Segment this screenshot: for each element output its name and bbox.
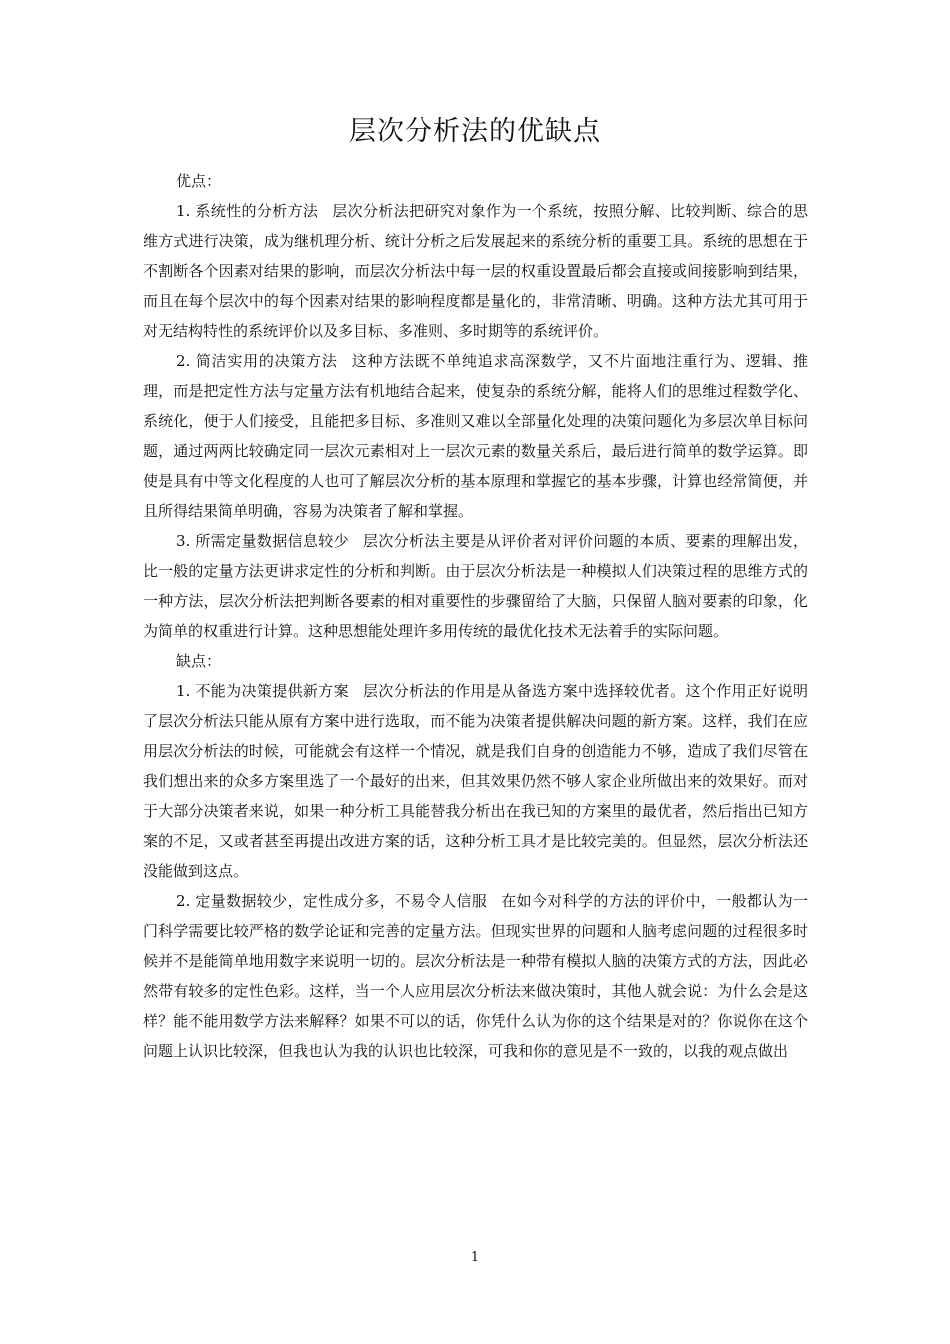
advantage-text: 层次分析法主要是从评价者对评价问题的本质、要素的理解出发，比一般的定量方法更讲求定性的分析和判断。由于层次分析法是一种模拟人们决策过程的思维方式的一种方法，层次分析法把判断各要素的相对重要性的步骤留给了大脑，只保留人脑对要素的印象，化为简单的权重进行计算。这种思想能处理许多用传统的最优化技术无法着手的实际问题。 xyxy=(143,532,808,640)
disadvantage-heading: 1. 不能为决策提供新方案 xyxy=(176,682,349,700)
disadvantage-heading: 2. 定量数据较少，定性成分多，不易令人信服 xyxy=(176,892,488,910)
document-body xyxy=(143,166,808,1066)
advantage-item xyxy=(143,196,808,346)
advantage-item xyxy=(143,526,808,646)
advantage-item xyxy=(143,346,808,526)
disadvantages-label: 缺点： xyxy=(176,652,222,670)
advantage-text: 这种方法既不单纯追求高深数学，又不片面地注重行为、逻辑、推理，而是把定性方法与定量方法有机地结合起来，使复杂的系统分解，能将人们的思维过程数学化、系统化，便于人们接受，且能把多目标、多准则又难以全部量化处理的决策问题化为多层次单目标问题，通过两两比较确定同一层次元素相对上一层次元素的数量关系后，最后进行简单的数学运算。即使是具有中等文化程度的人也可了解层次分析的基本原理和掌握它的基本步骤，计算也经常简便，并且所得结果简单明确，容易为决策者了解和掌握。 xyxy=(143,352,808,520)
advantage-heading: 3. 所需定量数据信息较少 xyxy=(176,532,349,550)
disadvantage-text: 层次分析法的作用是从备选方案中选择较优者。这个作用正好说明了层次分析法只能从原有方案中进行选取，而不能为决策者提供解决问题的新方案。这样，我们在应用层次分析法的时候，可能就会有这样一个情况，就是我们自身的创造能力不够，造成了我们尽管在我们想出来的众多方案里选了一个最好的出来，但其效果仍然不够人家企业所做出来的效果好。而对于大部分决策者来说，如果一种分析工具能替我分析出在我已知的方案里的最优者，然后指出已知方案的不足，又或者甚至再提出改进方案的话，这种分析工具才是比较完美的。但显然，层次分析法还没能做到这点。 xyxy=(143,682,808,880)
advantage-heading: 1. 系统性的分析方法 xyxy=(176,202,319,220)
advantage-text: 层次分析法把研究对象作为一个系统，按照分解、比较判断、综合的思维方式进行决策，成为继机理分析、统计分析之后发展起来的系统分析的重要工具。系统的思想在于不割断各个因素对结果的影响，而层次分析法中每一层的权重设置最后都会直接或间接影响到结果，而且在每个层次中的每个因素对结果的影响程度都是量化的，非常清晰、明确。这种方法尤其可用于对无结构特性的系统评价以及多目标、多准则、多时期等的系统评价。 xyxy=(143,202,808,340)
disadvantage-text: 在如今对科学的方法的评价中，一般都认为一门科学需要比较严格的数学论证和完善的定量方法。但现实世界的问题和人脑考虑问题的过程很多时候并不是能简单地用数字来说明一切的。层次分析法是一种带有模拟人脑的决策方式的方法，因此必然带有较多的定性色彩。这样，当一个人应用层次分析法来做决策时，其他人就会说：为什么会是这样？能不能用数学方法来解释？如果不可以的话，你凭什么认为你的这个结果是对的？你说你在这个问题上认识比较深，但我也认为我的认识也比较深，可我和你的意见是不一致的，以我的观点做出 xyxy=(143,892,808,1060)
advantage-heading: 2. 简洁实用的决策方法 xyxy=(176,352,338,370)
document-title: 层次分析法的优缺点 xyxy=(349,116,601,147)
disadvantage-item xyxy=(143,886,808,1066)
advantages-label: 优点： xyxy=(176,172,222,190)
page-number: 1 xyxy=(470,1250,480,1265)
disadvantage-item xyxy=(143,676,808,886)
